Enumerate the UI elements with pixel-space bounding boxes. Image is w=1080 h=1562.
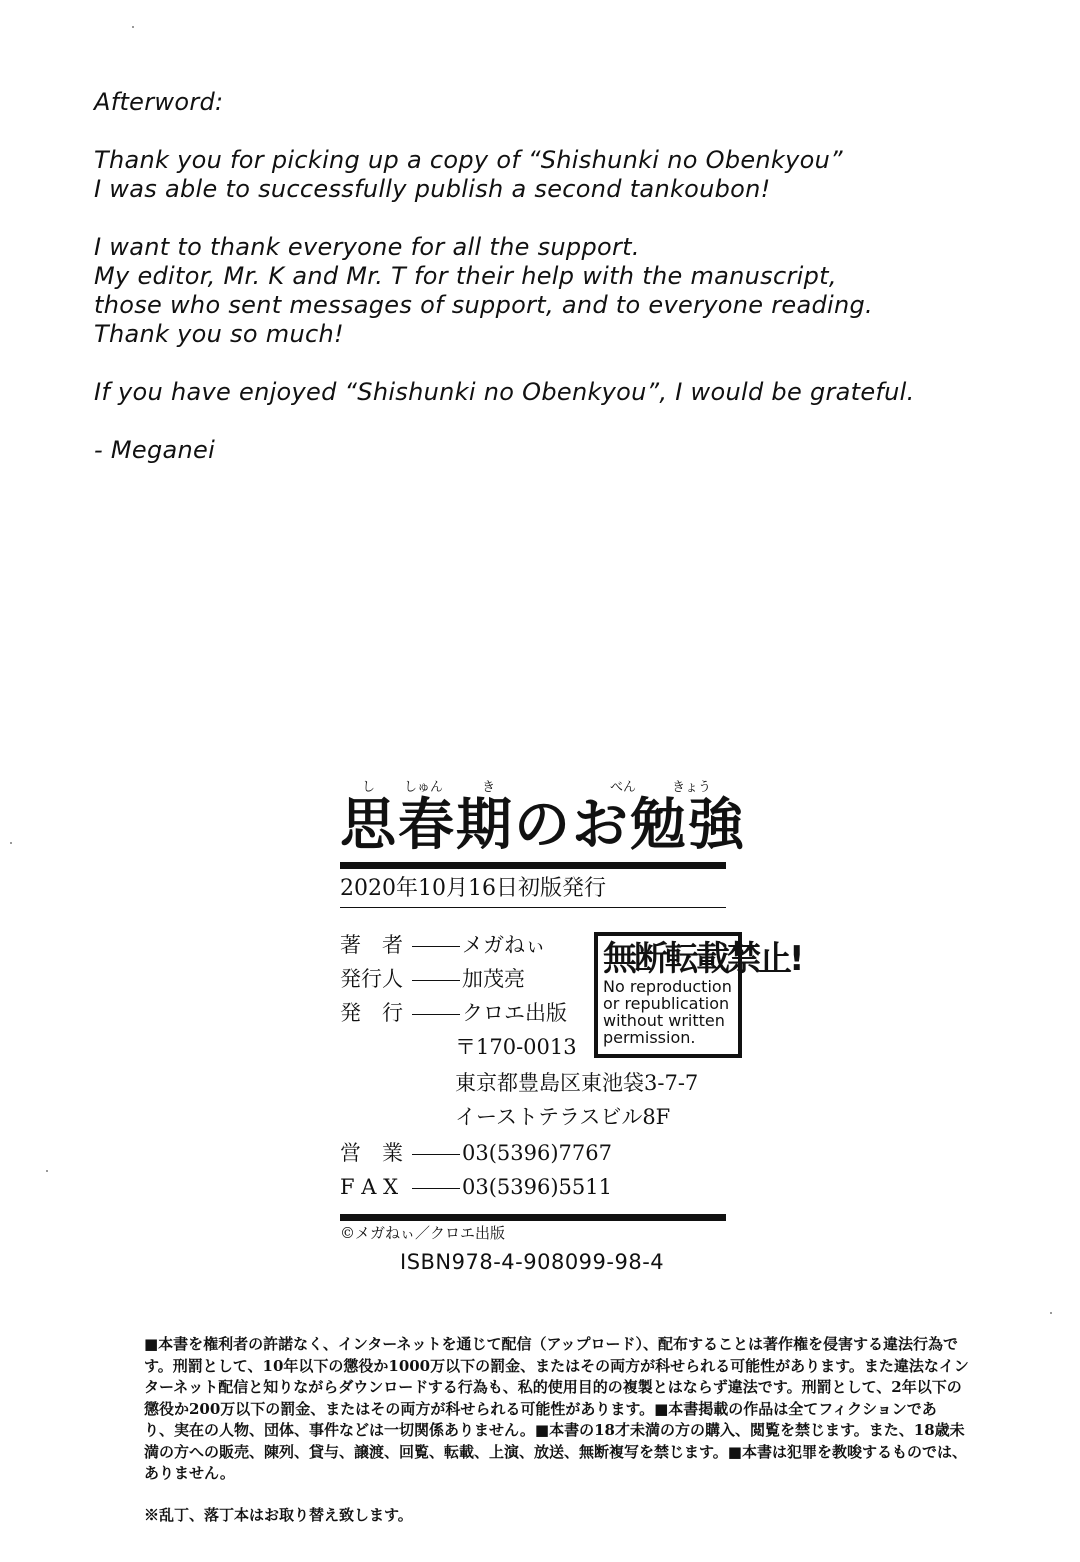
ruby-text: き [482, 780, 496, 795]
postal-code: 〒170-0013 [455, 1035, 577, 1059]
stamp-line: without written [603, 1011, 725, 1030]
title-ruby [340, 776, 730, 794]
afterword-line: Thank you so much! [94, 320, 344, 348]
legal-line: 満の方への販売、陳列、貸与、譲渡、回覧、転載、上演、放送、無断複写を禁じます。■本書は犯罪を教唆するものでは、 [144, 1442, 967, 1461]
afterword-block [94, 88, 994, 465]
ruby-text: し [362, 780, 376, 795]
divider [340, 1214, 726, 1221]
fax-row: F A X 03(5396)5511 [340, 1175, 612, 1199]
sales-phone-row: 営 業 03(5396)7767 [340, 1141, 612, 1165]
colophon [340, 776, 802, 1274]
legal-line: 懲役か200万以下の罰金、またはその両方が科せられる可能性があります。■本書掲載の作品は全てフィクションであ [144, 1399, 937, 1418]
no-reproduction-stamp [594, 932, 802, 1058]
stamp-title: 無断転載禁止! [603, 939, 802, 979]
publication-date: 2020年10月16日初版発行 [340, 876, 606, 901]
afterword-line: I want to thank everyone for all the support. [94, 233, 640, 261]
publisher-info [340, 928, 802, 1208]
ruby-text: しゅん [404, 780, 444, 795]
author-row: 著 者 メガねぃ [340, 933, 546, 957]
legal-line: ありません。 [144, 1464, 235, 1482]
legal-line: ターネット配信と知りながらダウンロードする行為も、私的使用目的の複製とはならず違法です。刑罰として、2年以下の [144, 1378, 962, 1396]
legal-line: す。刑罰として、10年以下の懲役か1000万以下の罰金、またはその両方が科せられる可能性があります。また違法なイン [144, 1356, 969, 1375]
copyright: ©メガねぃ／クロエ出版 [340, 1224, 506, 1242]
afterword-line: those who sent messages of support, and to everyone reading. [94, 291, 873, 319]
scan-speck [1050, 1312, 1052, 1314]
address-line: イーストテラスビル8F [455, 1105, 671, 1129]
publisher-person-row: 発行人 加茂亮 [340, 967, 525, 991]
ruby-text: べん [610, 780, 637, 795]
isbn: ISBN978-4-908099-98-4 [400, 1250, 665, 1274]
divider [340, 907, 726, 908]
scan-speck [10, 842, 12, 844]
stamp-line: permission. [603, 1028, 696, 1047]
book-title: 思春期のお勉強 [340, 792, 746, 858]
legal-notice [144, 1334, 974, 1485]
afterword-heading: Afterword: [94, 88, 224, 116]
afterword-line: My editor, Mr. K and Mr. T for their help with the manuscript, [94, 262, 837, 290]
stamp-line: or republication [603, 994, 730, 1013]
legal-line: り、実在の人物、団体、事件などは一切関係ありません。■本書の18才未満の方の購入、閲覧を禁じます。また、18歳未 [144, 1421, 965, 1439]
replacement-note: ※乱丁、落丁本はお取り替え致します。 [144, 1506, 413, 1524]
ruby-text: きょう [672, 780, 712, 795]
address-line: 東京都豊島区東池袋3-7-7 [455, 1071, 699, 1095]
afterword-line: I was able to successfully publish a second tankoubon! [94, 175, 771, 203]
afterword-line: If you have enjoyed “Shishunki no Obenkyou”, I would be grateful. [94, 378, 915, 406]
scan-speck [46, 1170, 48, 1172]
stamp-line: No reproduction [603, 977, 732, 996]
afterword-line: Thank you for picking up a copy of “Shishunki no Obenkyou” [94, 146, 843, 174]
publisher-row: 発 行 クロエ出版 [340, 1001, 567, 1025]
scan-speck [132, 26, 134, 28]
legal-line: ■本書を権利者の許諾なく、インターネットを通じて配信（アップロード）、配布することは著作権を侵害する違法行為で [144, 1335, 958, 1353]
divider [340, 862, 726, 869]
afterword-signature: - Meganei [94, 436, 216, 464]
